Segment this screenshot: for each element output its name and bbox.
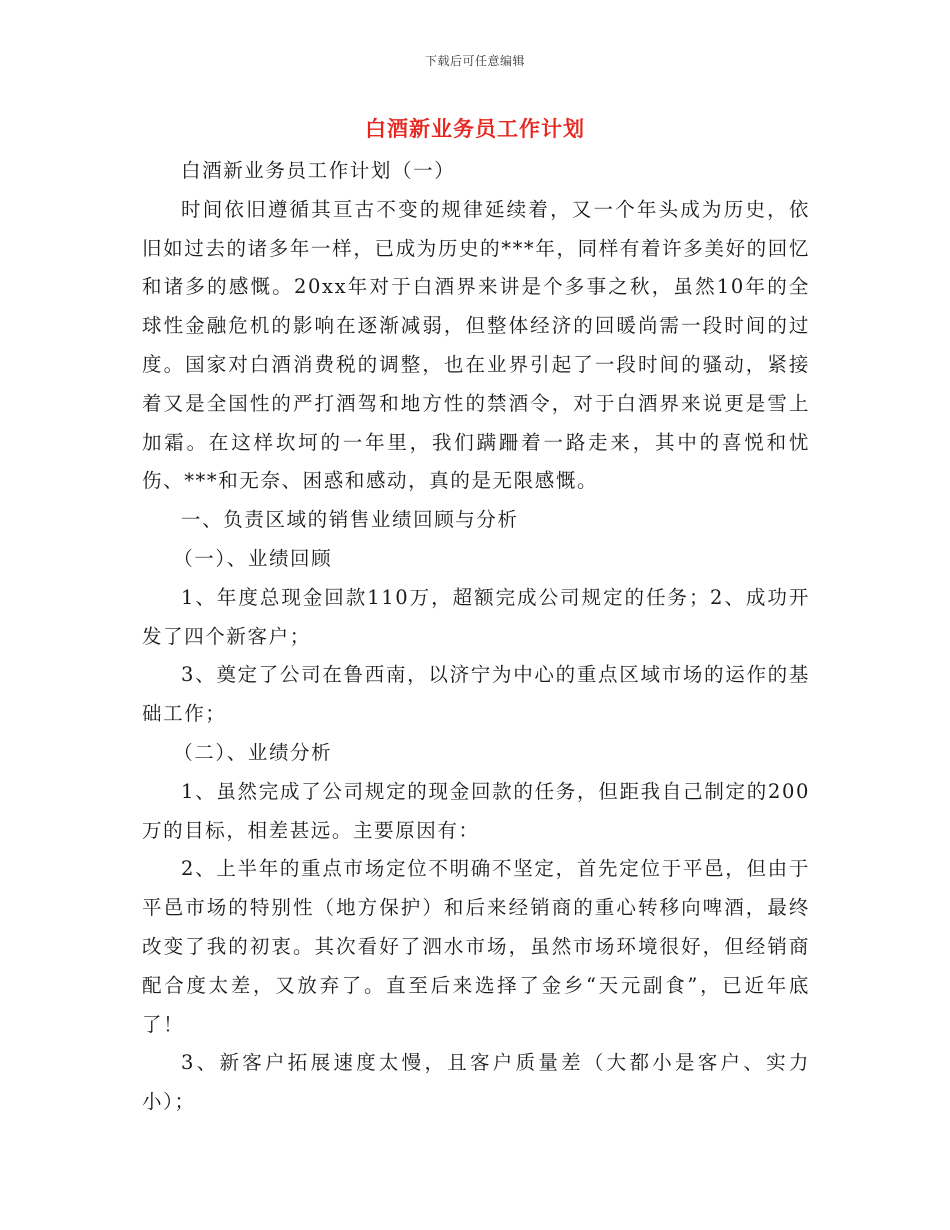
subsection-heading: （二）、业绩分析 bbox=[173, 740, 333, 764]
paragraph: 时间依旧遵循其亘古不变的规律延续着，又一个年头成为历史，依旧如过去的诸多年一样，已成为历史的***年，同样有着许多美好的回忆和诸多的感慨。20xx年对于白酒界来讲是个多事之秋，虽然10年的全球性金融危机的影响在逐渐减弱，但整体经济的回暖尚需一段时间的过度。国家对白酒消费税的调整，也在业界引起了一段时间的骚动，紧接着又是全国性的严打酒驾和地方性的禁酒令，对于白酒界来说更是雪上加霜。在这样坎坷的一年里，我们蹒跚着一路走来，其中的喜悦和忧伤、***和无奈、困惑和感动，真的是无限感慨。 bbox=[142, 197, 810, 493]
subsection-heading: （一）、业绩回顾 bbox=[173, 546, 333, 570]
paragraph: 2、上半年的重点市场定位不明确不坚定，首先定位于平邑，但由于平邑市场的特别性（地方保护）和后来经销商的重心转移向啤酒，最终改变了我的初衷。其次看好了泗水市场，虽然市场环境很好，但经销商配合度太差，又放弃了。直至后来选择了金乡“天元副食”，已近年底了！ bbox=[142, 857, 810, 1036]
section-heading: 一、负责区域的销售业绩回顾与分析 bbox=[181, 508, 519, 532]
paragraph: 3、新客户拓展速度太慢，且客户质量差（大都小是客户、实力小）； bbox=[142, 1051, 810, 1114]
document-body bbox=[142, 152, 810, 1122]
paragraph: 3、奠定了公司在鲁西南，以济宁为中心的重点区域市场的运作的基础工作； bbox=[142, 663, 810, 726]
header-note: 下载后可任意编辑 bbox=[424, 54, 525, 68]
paragraph: 1、年度总现金回款110万，超额完成公司规定的任务；2、成功开发了四个新客户； bbox=[142, 585, 810, 648]
document-title: 白酒新业务员工作计划 bbox=[365, 116, 585, 141]
paragraph: 1、虽然完成了公司规定的现金回款的任务，但距我自己制定的200万的目标，相差甚远。主要原因有： bbox=[142, 779, 810, 842]
section-heading: 白酒新业务员工作计划（一） bbox=[181, 159, 456, 182]
